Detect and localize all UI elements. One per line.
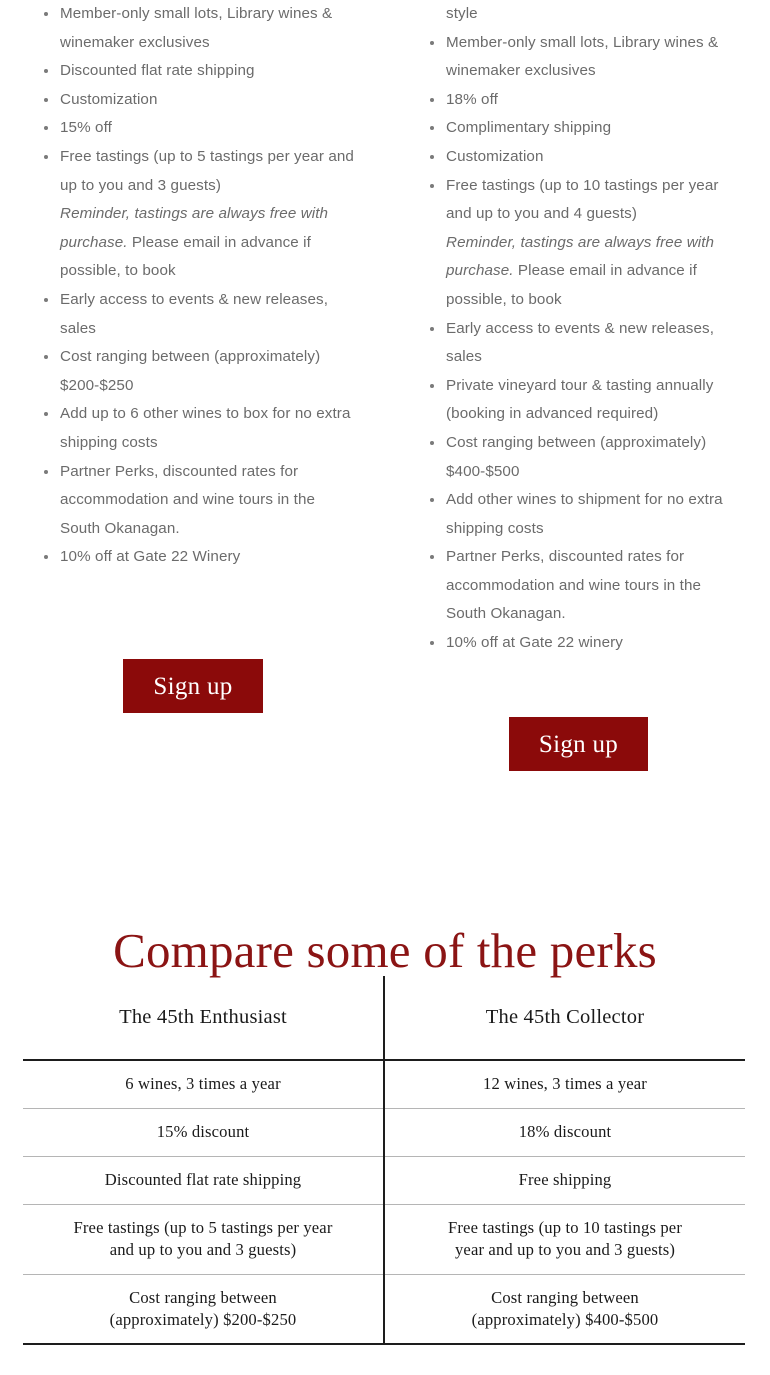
table-cell-line: 6 wines, 3 times a year [125, 1074, 281, 1094]
compare-perks-table-wrap [23, 976, 745, 1345]
table-cell-left [23, 1108, 384, 1156]
table-cell-line: (approximately) $400-$500 [471, 1309, 659, 1329]
perk-reminder-note: Reminder, tastings are always free with purchase. Please email in advance if possible, to book [60, 205, 329, 280]
perk-list-item: Partner Perks, discounted rates for accommodation and wine tours in the South Okanagan. [430, 543, 730, 629]
table-cell-line: Free tastings (up to 5 tastings per year [73, 1218, 333, 1237]
table-cell-line: year and up to you and 3 guests) [454, 1240, 675, 1259]
perk-list-item-continuation: style [446, 5, 478, 22]
table-body [23, 1060, 745, 1344]
perk-list-item: Cost ranging between (approximately) $200-$250 [44, 343, 354, 400]
perk-list-item: 15% off [44, 114, 354, 143]
table-cell-right [384, 1204, 745, 1274]
perk-list-item: 18% off [430, 86, 730, 115]
table-header-collector: The 45th Collector [384, 976, 745, 1060]
table-cell-right [384, 1108, 745, 1156]
table-row [23, 1274, 745, 1344]
table-cell-right [384, 1156, 745, 1204]
perk-list-item: Customization [44, 86, 354, 115]
table-cell-line: Discounted flat rate shipping [104, 1170, 302, 1189]
perk-list-item: Free tastings (up to 5 tastings per year and up to you and 3 guests) [44, 143, 354, 200]
table-cell-line: Cost ranging between [129, 1287, 277, 1307]
table-cell-line: 12 wines, 3 times a year [483, 1074, 647, 1094]
table-row [23, 1204, 745, 1274]
perk-list-item: Member-only small lots, Library wines & winemaker exclusives [430, 29, 730, 86]
compare-perks-heading: Compare some of the perks [113, 922, 657, 978]
table-cell-line: 18% discount [518, 1122, 612, 1141]
perk-list-item: Add up to 6 other wines to box for no extra shipping costs [44, 400, 354, 457]
table-cell-line: Cost ranging between [491, 1287, 639, 1307]
table-cell-line: (approximately) $200-$250 [109, 1309, 297, 1329]
perk-list-item: Member-only small lots, Library wines & winemaker exclusives [44, 0, 354, 57]
table-cell-left [23, 1204, 384, 1274]
table-cell-left [23, 1060, 384, 1108]
perk-list-item: Add other wines to shipment for no extra shipping costs [430, 486, 730, 543]
table-cell-line: Free shipping [518, 1170, 612, 1189]
table-head [23, 976, 745, 1060]
table-cell-left [23, 1156, 384, 1204]
perk-reminder-note: Reminder, tastings are always free with purchase. Please email in advance if possible, to book [446, 233, 715, 308]
table-cell-left [23, 1274, 384, 1344]
table-row [23, 1108, 745, 1156]
table-header-row [23, 976, 745, 1060]
table-row [23, 1060, 745, 1108]
table-cell-line: and up to you and 3 guests) [109, 1240, 297, 1259]
perk-list-item: Complimentary shipping [430, 114, 730, 143]
perk-list-item: Early access to events & new releases, sales [430, 315, 730, 372]
perk-list-item: 10% off at Gate 22 Winery [44, 543, 354, 572]
perk-list-item: Discounted flat rate shipping [44, 57, 354, 86]
table-header-enthusiast: The 45th Enthusiast [23, 976, 384, 1060]
perk-list-item: Customization [430, 143, 730, 172]
perks-list-collector [430, 0, 730, 658]
table-row [23, 1156, 745, 1204]
table-cell-right [384, 1274, 745, 1344]
table-cell-right [384, 1060, 745, 1108]
perk-reminder-emphasis: Reminder, tastings are always free with purchase. [446, 233, 715, 280]
perk-list-item: 10% off at Gate 22 winery [430, 629, 730, 658]
perk-list-item: Early access to events & new releases, sales [44, 286, 354, 343]
perk-list-item: Cost ranging between (approximately) $400-$500 [430, 429, 730, 486]
perk-list-item: Free tastings (up to 10 tastings per year and up to you and 4 guests) [430, 172, 730, 229]
perks-column-collector [0, 0, 770, 658]
perk-list-item: Partner Perks, discounted rates for accommodation and wine tours in the South Okanagan. [44, 458, 354, 544]
signup-button-enthusiast[interactable]: Sign up [123, 659, 263, 713]
signup-button-collector[interactable]: Sign up [509, 717, 648, 771]
table-cell-line: 15% discount [156, 1122, 250, 1141]
perk-reminder-emphasis: Reminder, tastings are always free with purchase. [60, 205, 329, 251]
table-cell-line: Free tastings (up to 10 tastings per [448, 1218, 682, 1237]
compare-perks-table [23, 976, 745, 1345]
perk-list-item: Private vineyard tour & tasting annually (booking in advanced required) [430, 372, 730, 429]
